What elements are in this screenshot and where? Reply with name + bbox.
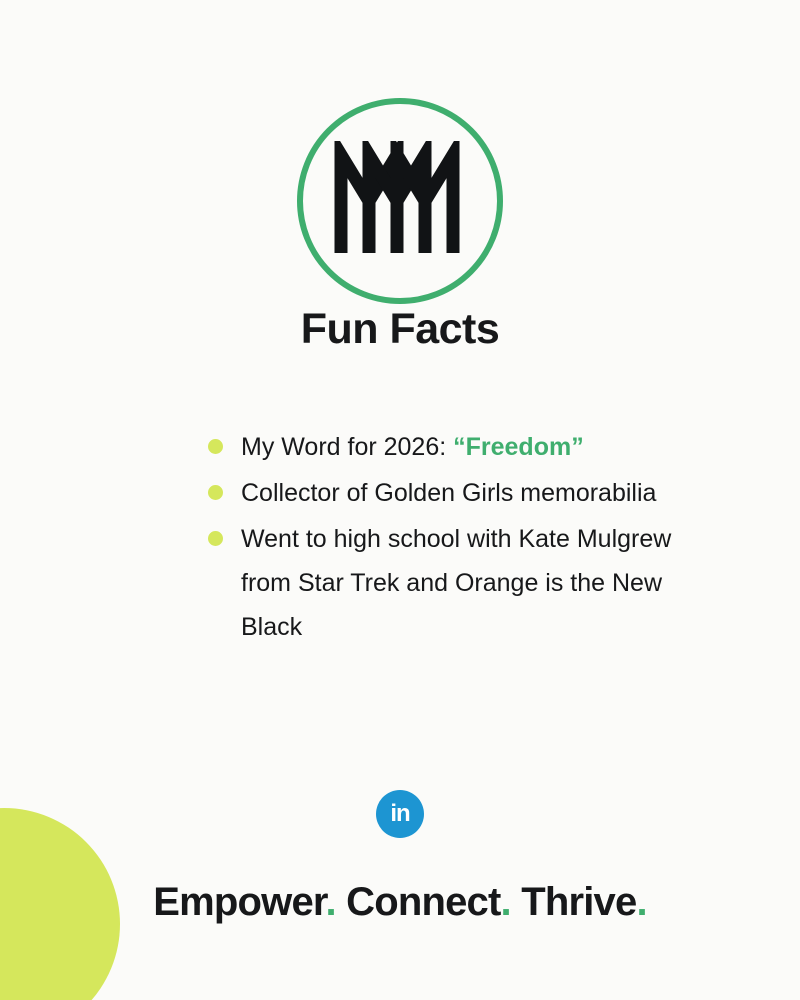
tagline-dot-2: . (500, 880, 511, 924)
fact-text-prefix: Collector of Golden Girls memorabilia (241, 479, 657, 507)
fact-text-highlight: “Freedom” (453, 433, 584, 461)
list-item (208, 425, 688, 469)
tagline-dot-1: . (325, 880, 336, 924)
list-item (208, 517, 688, 649)
fact-text-prefix: My Word for 2026: (241, 433, 454, 461)
tagline-word-1: Empower (153, 880, 326, 924)
tagline-dot-3: . (636, 880, 647, 924)
page-title: Fun Facts (300, 305, 500, 353)
list-item-text (241, 471, 656, 515)
logo-container (0, 98, 800, 304)
brand-logo-icon (297, 98, 503, 304)
bullet-icon (208, 485, 223, 500)
list-item-text (241, 425, 584, 469)
linkedin-icon[interactable]: in (376, 790, 424, 838)
tagline-word-3: Thrive (521, 880, 637, 924)
list-item (208, 471, 688, 515)
fun-facts-list (208, 425, 688, 651)
bullet-icon (208, 531, 223, 546)
tagline (0, 880, 800, 925)
social-links (0, 790, 800, 838)
tagline-word-2: Connect (346, 880, 501, 924)
fact-text-prefix: Went to high school with Kate Mulgrew from Star Trek and Orange is the New Black (241, 525, 672, 641)
bullet-icon (208, 439, 223, 454)
list-item-text (241, 517, 688, 649)
